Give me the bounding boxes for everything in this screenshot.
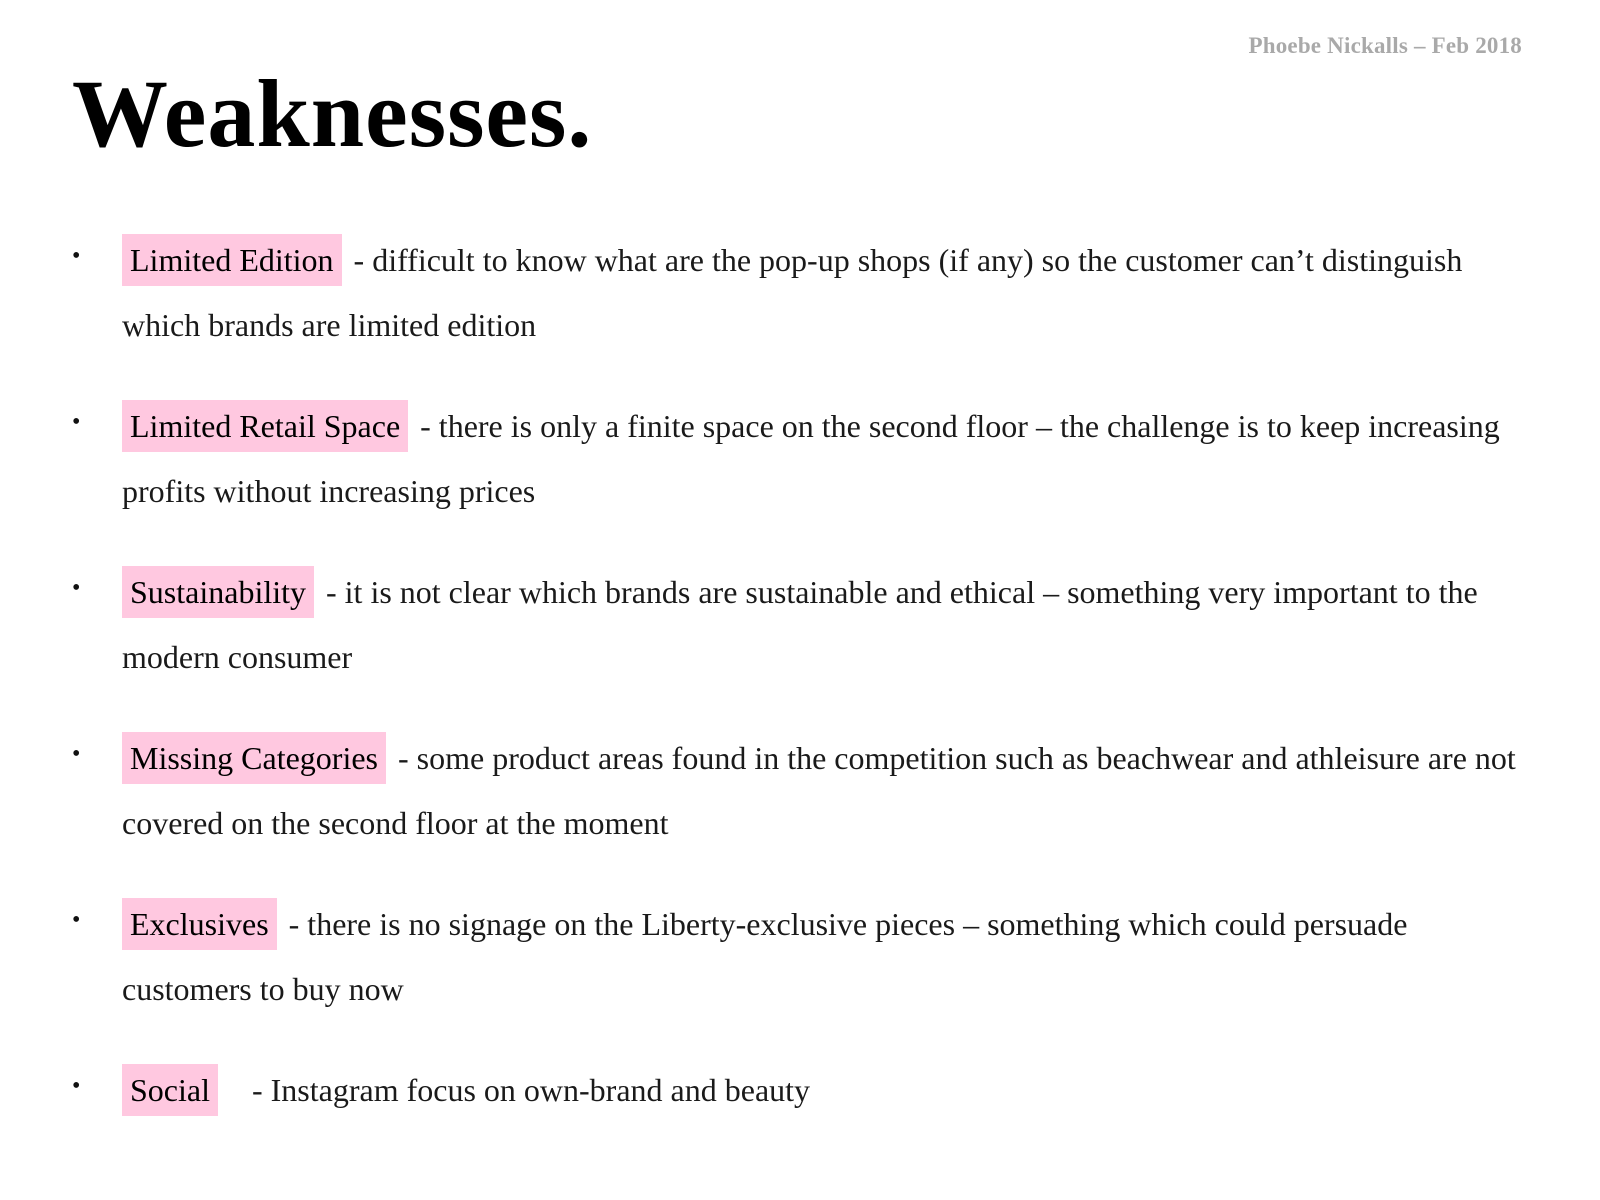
- bullet-icon: •: [72, 409, 81, 435]
- weakness-list: [72, 228, 1532, 1138]
- highlighted-term: Exclusives: [122, 898, 277, 950]
- author-date-byline: Phoebe Nickalls – Feb 2018: [1248, 33, 1522, 58]
- list-item: [72, 394, 1532, 560]
- list-item: [72, 560, 1532, 726]
- point-description: - it is not clear which brands are sustainable and ethical – something very important to the modern consumer: [122, 574, 1478, 675]
- bullet-icon: •: [72, 243, 81, 269]
- point-description: - Instagram focus on own-brand and beauty: [251, 1072, 811, 1108]
- highlighted-term: Limited Edition: [122, 234, 342, 286]
- point-description: - there is no signage on the Liberty-exclusive pieces – something which could persuade customers to buy now: [122, 906, 1408, 1007]
- bullet-icon: •: [72, 1073, 81, 1099]
- page-title: Weaknesses.: [72, 60, 593, 167]
- bullet-icon: •: [72, 575, 81, 601]
- point-description: - difficult to know what are the pop-up shops (if any) so the customer can’t distinguish which brands are limited edition: [122, 242, 1463, 343]
- highlighted-term: Sustainability: [122, 566, 314, 618]
- point-description: - there is only a finite space on the second floor – the challenge is to keep increasing profits without increasing prices: [122, 408, 1500, 509]
- bullet-icon: •: [72, 907, 81, 933]
- highlighted-term: Missing Categories: [122, 732, 386, 784]
- point-description: - some product areas found in the competition such as beachwear and athleisure are not covered on the second floor at the moment: [122, 740, 1516, 841]
- bullet-icon: •: [72, 741, 81, 767]
- highlighted-term: Social: [122, 1064, 218, 1116]
- list-item: [72, 1058, 1532, 1138]
- list-item: [72, 892, 1532, 1058]
- list-item: [72, 228, 1532, 394]
- list-item: [72, 726, 1532, 892]
- highlighted-term: Limited Retail Space: [122, 400, 408, 452]
